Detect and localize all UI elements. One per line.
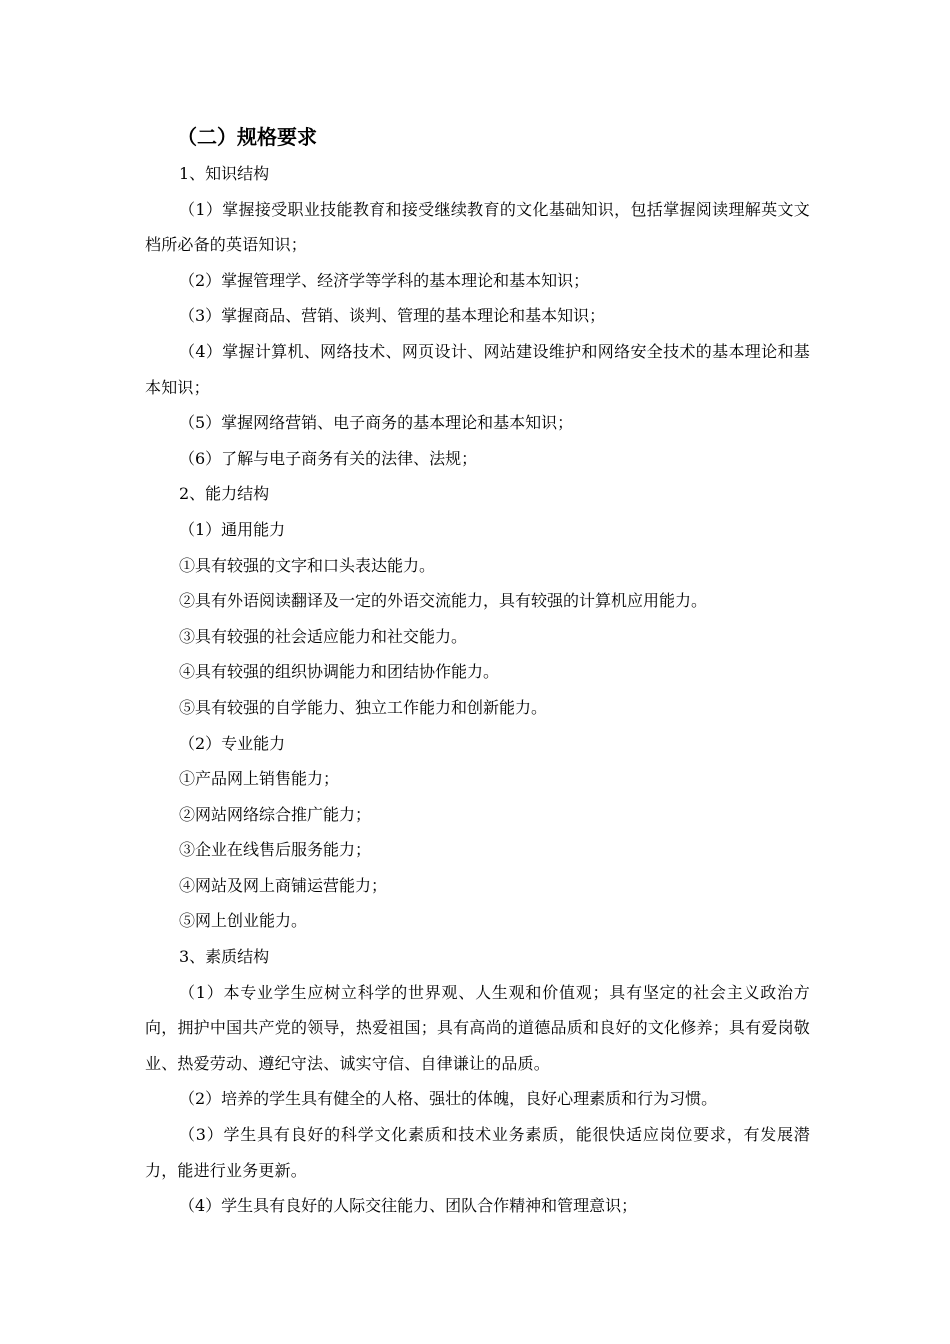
paragraph: （1）本专业学生应树立科学的世界观、人生观和价值观；具有坚定的社会主义政治方向，拥护中国共产党的领导，热爱祖国；具有高尚的道德品质和良好的文化修养；具有爱岗敬业、热爱劳动、遵纪守法、诚实守信、自律谦让的品质。: [145, 982, 810, 1073]
list-item: ⑤网上创业能力。: [179, 911, 308, 931]
list-item: ③具有较强的社会适应能力和社交能力。: [179, 626, 468, 646]
list-item: （3）掌握商品、营销、谈判、管理的基本理论和基本知识；: [179, 306, 606, 326]
subsection-heading: 2、能力结构: [179, 484, 270, 504]
list-item: ②网站网络综合推广能力；: [179, 804, 372, 824]
paragraph: （1）掌握接受职业技能教育和接受继续教育的文化基础知识，包括掌握阅读理解英文文档所必备的英语知识；: [145, 199, 810, 255]
list-item: ①具有较强的文字和口头表达能力。: [179, 555, 436, 575]
paragraph: （4）掌握计算机、网络技术、网页设计、网站建设维护和网络安全技术的基本理论和基本知识；: [145, 341, 810, 397]
list-item: （5）掌握网络营销、电子商务的基本理论和基本知识；: [179, 413, 574, 433]
list-item: （1）通用能力: [179, 519, 286, 539]
list-item: （2）专业能力: [179, 733, 286, 753]
subsection-heading: 1、知识结构: [179, 164, 270, 183]
list-item: （2）培养的学生具有健全的人格、强壮的体魄，良好心理素质和行为习惯。: [179, 1089, 718, 1109]
list-item: ③企业在线售后服务能力；: [179, 840, 372, 860]
list-item: ①产品网上销售能力；: [179, 769, 340, 789]
list-item: （2）掌握管理学、经济学等学科的基本理论和基本知识；: [179, 270, 590, 290]
list-item: （6）了解与电子商务有关的法律、法规；: [179, 448, 478, 468]
list-item: （4）学生具有良好的人际交往能力、团队合作精神和管理意识；: [179, 1196, 638, 1216]
subsection-heading: 3、素质结构: [179, 947, 270, 967]
list-item: ⑤具有较强的自学能力、独立工作能力和创新能力。: [179, 697, 548, 717]
list-item: ②具有外语阅读翻译及一定的外语交流能力，具有较强的计算机应用能力。: [179, 591, 708, 611]
list-item: ④具有较强的组织协调能力和团结协作能力。: [179, 662, 500, 682]
section-title: （二）规格要求: [177, 125, 317, 149]
document-page: [145, 118, 810, 1224]
list-item: ④网站及网上商铺运营能力；: [179, 875, 388, 895]
paragraph: （3）学生具有良好的科学文化素质和技术业务素质，能很快适应岗位要求，有发展潜力，能进行业务更新。: [145, 1125, 810, 1180]
